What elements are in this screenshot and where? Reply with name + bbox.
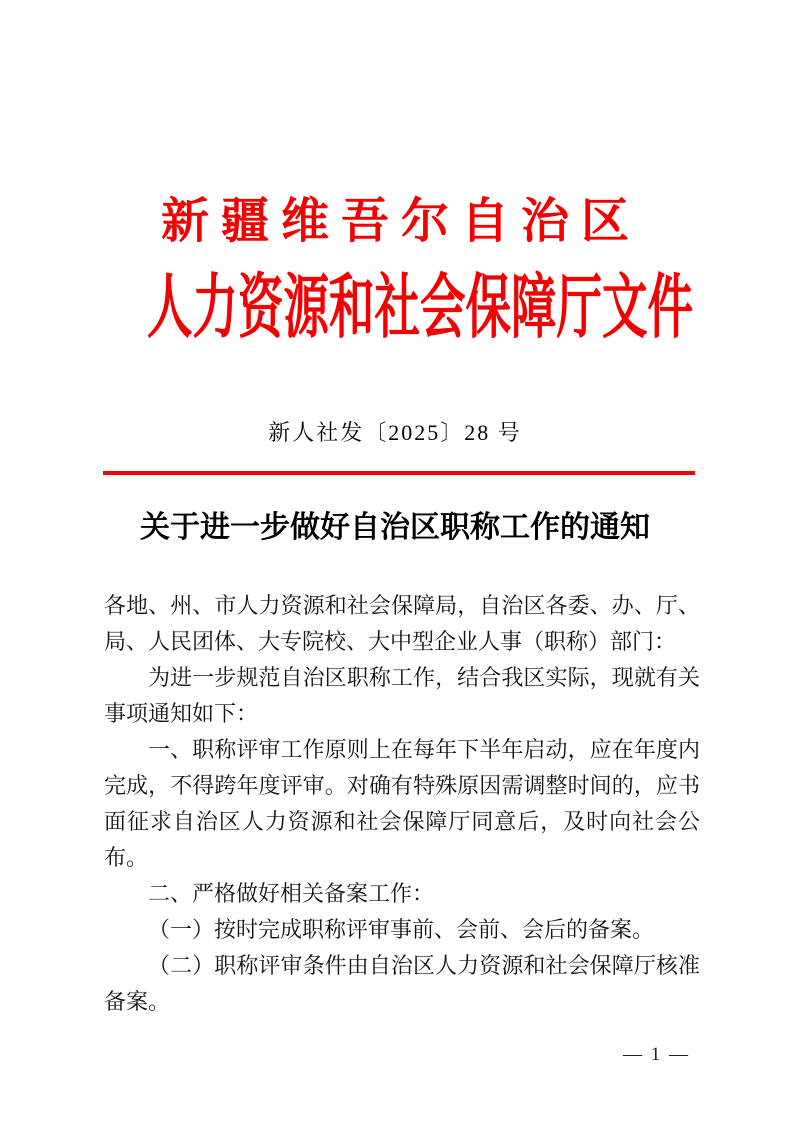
body-paragraph-intro: 为进一步规范自治区职称工作，结合我区实际，现就有关事项通知如下： <box>104 665 700 726</box>
body-paragraph-item-1: 一、职称评审工作原则上在每年下半年启动，应在年度内完成，不得跨年度评审。对确有特殊原因需调整时间的，应书面征求自治区人力资源和社会保障厅同意后，及时向社会公布。 <box>104 737 700 870</box>
red-separator-rule <box>103 471 695 475</box>
body-paragraph-salutation: 各地、州、市人力资源和社会保障局，自治区各委、办、厅、局、人民团体、大专院校、大中型企业人事（职称）部门： <box>104 593 700 654</box>
letterhead-org-line: 人力资源和社会保障厅文件 <box>147 270 693 347</box>
body-paragraph-item-2-1: （一）按时完成职称评审事前、会前、会后的备案。 <box>148 917 655 942</box>
document-number: 新人社发〔2025〕28 号 <box>268 420 522 445</box>
letterhead-org-line-wrap <box>0 270 790 347</box>
document-title: 关于进一步做好自治区职称工作的通知 <box>140 511 650 544</box>
document-body <box>104 588 700 1020</box>
letterhead-region-line: 新疆维吾尔自治区 <box>160 195 641 248</box>
body-paragraph-item-2-2: （二）职称评审条件由自治区人力资源和社会保障厅核准备案。 <box>104 953 700 1014</box>
body-paragraph-item-2: 二、严格做好相关备案工作： <box>148 881 435 906</box>
page-number: — 1 — <box>623 1044 690 1065</box>
